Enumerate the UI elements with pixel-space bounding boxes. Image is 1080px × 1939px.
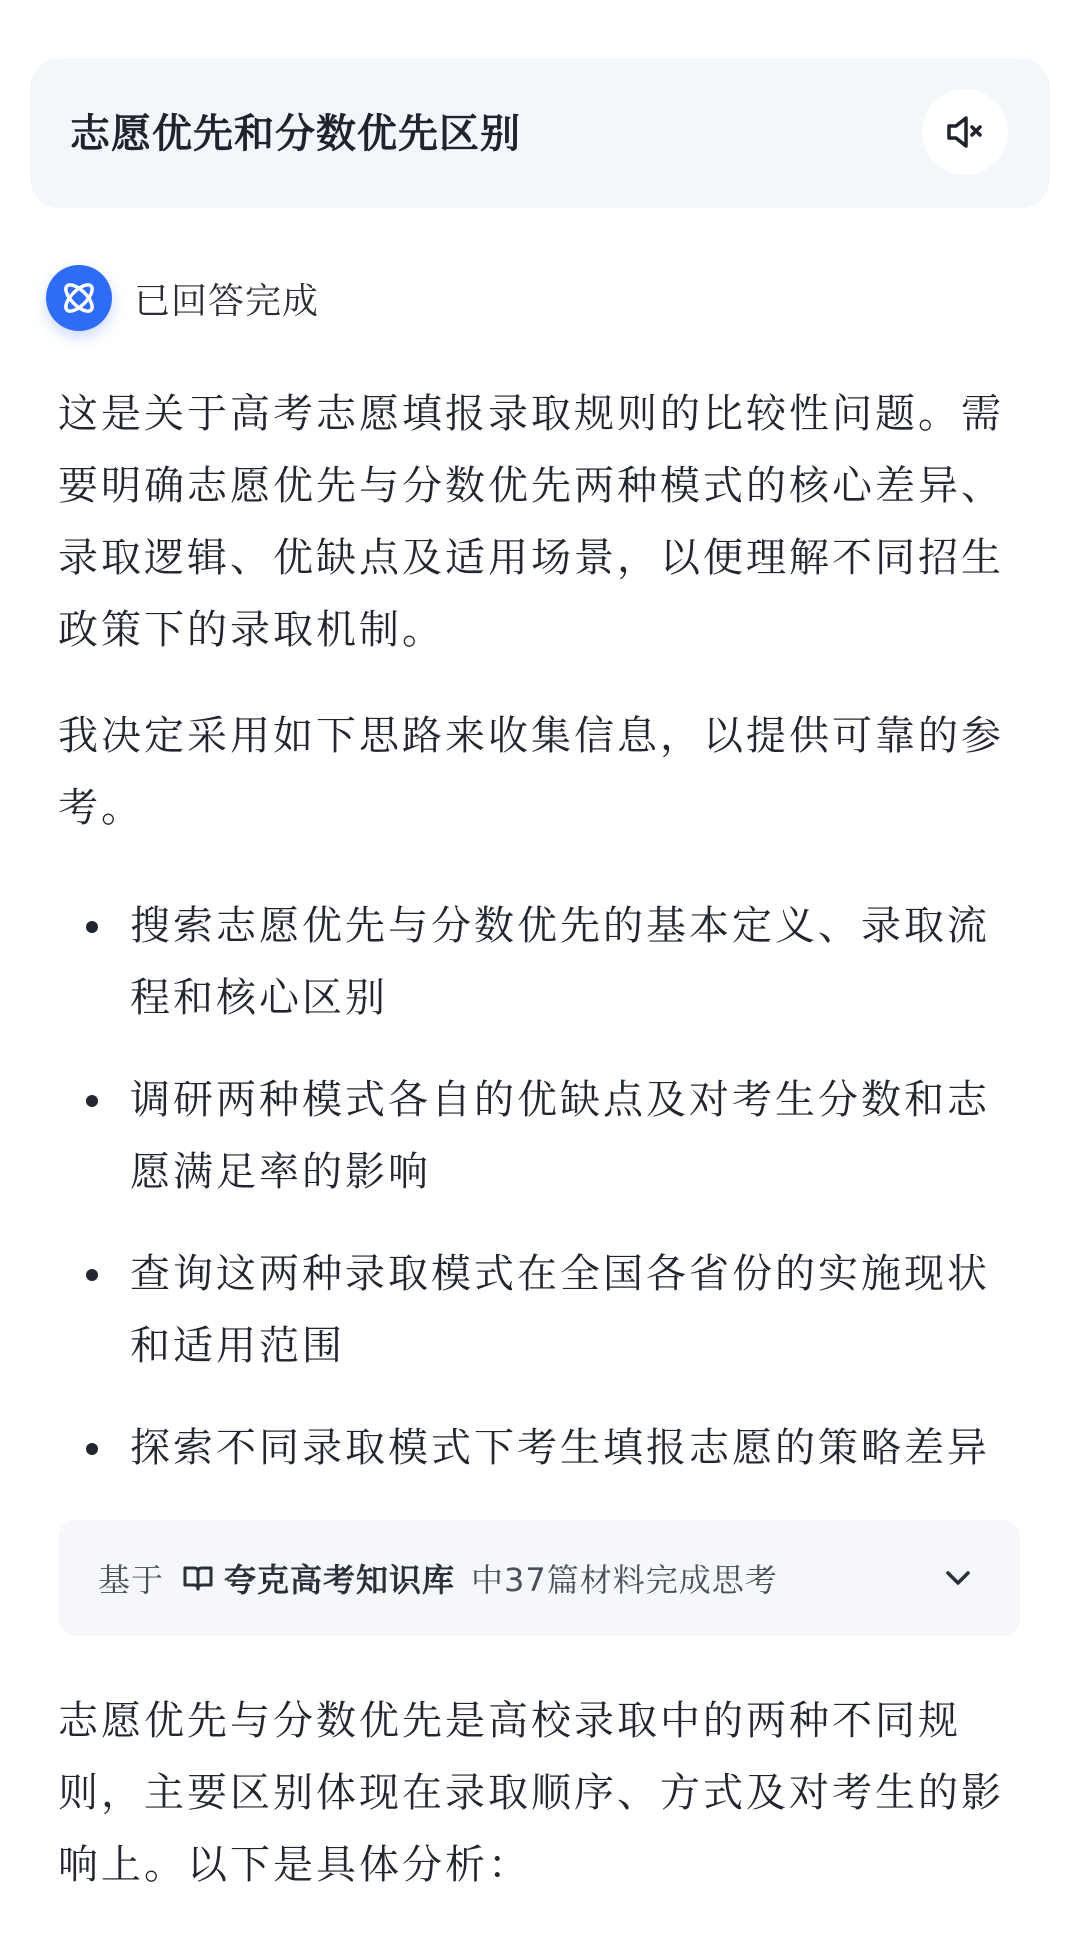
source-prefix: 基于 [98, 1561, 165, 1599]
query-card [30, 58, 1050, 208]
source-suffix: 中37篇材料完成思考 [471, 1561, 778, 1599]
answer-status [46, 265, 319, 331]
list-item-text: 调研两种模式各自的优缺点及对考生分数和志愿满足率的影响 [130, 1077, 990, 1195]
list-item [58, 1238, 1018, 1382]
plan-list [58, 890, 1018, 1514]
bullet-dot [86, 1443, 98, 1455]
assistant-avatar [46, 265, 112, 331]
bullet-dot [86, 1269, 98, 1281]
mute-button[interactable] [922, 89, 1008, 175]
source-summary-toggle[interactable] [58, 1520, 1020, 1636]
list-item-text: 搜索志愿优先与分数优先的基本定义、录取流程和核心区别 [130, 903, 990, 1021]
list-item [58, 890, 1018, 1034]
plan-paragraph: 我决定采用如下思路来收集信息，以提供可靠的参考。 [58, 713, 1004, 831]
list-item-text: 查询这两种录取模式在全国各省份的实施现状和适用范围 [130, 1251, 990, 1369]
book-icon [182, 1564, 214, 1592]
status-text: 已回答完成 [134, 280, 320, 322]
chevron-down-icon[interactable] [942, 1562, 974, 1594]
speaker-muted-icon [943, 110, 987, 154]
atom-logo-icon [57, 276, 101, 320]
list-item [58, 1064, 1018, 1208]
answer-intro: 志愿优先与分数优先是高校录取中的两种不同规则，主要区别体现在录取顺序、方式及对考生的影响上。以下是具体分析： [58, 1698, 1004, 1888]
bullet-dot [86, 1095, 98, 1107]
query-title: 志愿优先和分数优先区别 [70, 111, 521, 157]
bullet-dot [86, 921, 98, 933]
list-item [58, 1412, 1018, 1484]
list-item-text: 探索不同录取模式下考生填报志愿的策略差异 [130, 1425, 990, 1471]
thinking-paragraph: 这是关于高考志愿填报录取规则的比较性问题。需要明确志愿优先与分数优先两种模式的核心差异、录取逻辑、优缺点及适用场景，以便理解不同招生政策下的录取机制。 [58, 391, 1004, 653]
knowledge-base-name: 夸克高考知识库 [224, 1561, 456, 1599]
